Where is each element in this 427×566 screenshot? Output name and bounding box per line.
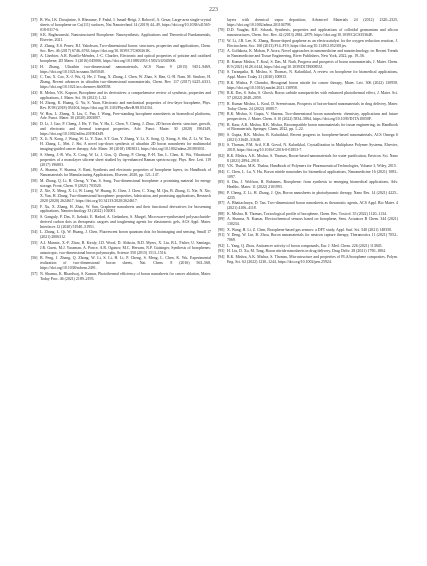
reference-number: [91] (218, 233, 225, 238)
reference-entry (218, 39, 398, 49)
reference-text: S.K. Raghuvanshi, Nanostructured Borophene: Nanosynthesis, Applications and Theoretical Fundamentals, Elsevier, 2021. (40, 33, 211, 43)
reference-entry (218, 28, 398, 38)
reference-number: [74] (218, 70, 225, 75)
reference-text: W. Li, J.R. Lee, K. Zhang, Boron-doped graphene as an electrocatalyst for the oxygen reduction reaction, J. Electrochem. Soc. 160 (2013) F14–F19, https://doi.org/10.1149/2.052301jes. (227, 38, 398, 48)
reference-text: D. Li, J. Gao, P. Cheng, J. He, Y. Yin, Y. Hu, L. Chen, Y. Cheng, J. Zhao, 2D boron sheets: structure, growth, and electronic and thermal transport properties, Adv. Funct. Mater. 30 (2020) 1904349, https://doi.org/10.1002/adfm.201904349. (40, 121, 211, 136)
reference-number: [79] (218, 122, 225, 127)
reference-text: S. Sheng, J.-B. Wu, X. Cong, W. Li, J. Gou, Q. Zhong, P. Cheng, P.-H. Tan, L. Chen, K. Wu, Vibrational properties of a monolayer silicene sheet studied by tip-enhanced Raman spectroscopy, Phys. Rev. Lett. 119 (2017) 196803. (40, 152, 211, 167)
reference-text: B. Feng, J. Zhang, Q. Zhong, W. Li, S. Li, H. Li, P. Cheng, S. Meng, L. Chen, K. Wu, Experimental realization of two-dimensional boron sheets, Nat. Chem. 8 (2016) 563–568, https://doi.org/10.1038/nchem.2491. (40, 256, 211, 271)
reference-text: P. Cheng, Z. Li, H. Zhang, J. Qin, Boron nanosheets in photodynamic therapy, Nano Res. 14 (2021) 4225–4235. (227, 190, 398, 200)
reference-text: Y. Deng, W. Lin, B. Zhou, Boron nanomaterials for neutron capture therapy, Theranostics 11 (2021) 7052–7069. (227, 233, 398, 243)
reference-entry (218, 91, 398, 101)
reference-text: N. Sharma, K. Bhardwaj, S. Kumar, Photothermal efficiency of boron nanosheets for cancer ablation, Mater. Today Proc. 46 (2021) 2189–2195. (40, 271, 211, 281)
reference-text: W. Hou, L. Zhang, X. Liu, C. Pan, J. Wang, Free-standing borophene nanosheets as biomedical platforms, Adv. Funct. Mater. 30 (2020) 2003007. (40, 111, 211, 121)
reference-text: B. Wu, I.K. Droujinine, S. Rheaume, F. Fadul, I. Ismail-Beigi, J. Bobovič, A. Gesar, Large-area single-crystal sheets of borophene on Cu(111) surfaces, Nat Nanotechnol 14 (2019) 44–49, https://doi.org/10.1038/s41565-018-0317-6. (40, 18, 211, 32)
reference-entry (31, 33, 211, 43)
reference-text: A. Gollakota, K. Mohan, P. Arora, Novel approaches in nanomedicine and nanotechnology, in: Recent Trends in Nanomedicine and Tissue Engineering, River Publishers, New York, 2022, pp. 19–56. (227, 49, 398, 59)
reference-number: [37] (31, 18, 38, 22)
reference-text: A. Bhattacharya, D. Tan, Two-dimensional boron nanosheets as theranostic agents, ACS Appl. Bio Mater. 4 (2021) 4106–4118. (227, 201, 398, 211)
reference-number: [87] (218, 201, 225, 206)
reference-number: [41] (31, 64, 38, 69)
reference-number: [39] (31, 43, 38, 48)
reference-text: H. Liu, D. Xu, M. Tang, Boron nitride nanosheets in drug delivery, Drug Deliv. 28 (2021) 1790–1804. (227, 249, 386, 254)
reference-text: S. Thomas, P.M. Arif, E.B. Gowd, N. Kalarikkal, Crystallization in Multiphase Polymer Systems, Elsevier, 2018, https://doi.org/10.1016/C2016-0-01853-7. (227, 143, 398, 153)
reference-entry (218, 133, 398, 143)
reference-entry (218, 201, 398, 211)
reference-number: [86] (218, 190, 225, 195)
reference-entry (31, 272, 211, 282)
reference-entry (31, 75, 211, 90)
reference-entry (218, 112, 398, 122)
reference-text: layers with chemical vapor deposition, Advanced Materials 24 (2012) 2320–2325, https://doi.org/10.1002/adma.201104798. (227, 18, 398, 27)
reference-number: [83] (218, 164, 225, 169)
reference-entry (218, 228, 398, 233)
reference-number: [47] (31, 137, 38, 142)
reference-entry (218, 249, 398, 254)
reference-entry (218, 154, 398, 164)
reference-number: [94] (218, 254, 225, 259)
reference-entry (31, 91, 211, 101)
reference-text: V.K. Thakur, M.K. Thakur, Handbook of Polymers for Pharmaceutical Technologies, Volume 3, Wiley, 2015. (227, 164, 397, 169)
reference-text: Z. Xie, X. Meng, X. Li, W. Liang, W. Huang, K. Chen, J. Chen, C. Xing, M. Qiu, B. Zhang, G. Nie, N. Xie, X. Yan, H. Zhang, Two-dimensional borophene: properties, fabrication, and promising applications, Research 2020 (2020) 2624617, https://doi.org/10.34133/2020/2624617. (40, 189, 211, 204)
reference-entry (31, 18, 211, 33)
reference-number: [84] (218, 169, 225, 174)
reference-text: C. Tan, X. Cao, X.-J. Wu, Q. He, J. Yang, X. Zhang, J. Chen, W. Zhao, S. Han, G.-H. Nam, M. Sindoro, H. Zhang, Recent advances in ultrathin two-dimensional nanomaterials, Chem. Rev. 117 (2017) 6225–6331, https://doi.org/10.1021/acs.chemrev.6b00558. (40, 75, 211, 90)
page-number: 223 (209, 7, 218, 13)
reference-text: R. Kaur, A.K. Mishra, R.K. Mishra, Biocompatible boron nanomaterials for tissue engineering, in: Handbook of Biomaterials, Springer, Cham, 2022, pp. 1–22. (227, 122, 398, 132)
reference-number: [89] (218, 217, 225, 222)
reference-text: A. Lherbier, A.R. Botello-Méndez, J.-C. Charlier, Electronic and optical properties of pristine and oxidized borophene, 2D Mater. 3 (2016) 045006, https://doi.org/10.1088/2053-1583/3/4/045006. (40, 54, 211, 64)
reference-number: [54] (31, 230, 38, 235)
reference-number: [76] (218, 91, 225, 96)
reference-text: A. Sharma, V. Sharma, S. Rani, Synthesis and electronic properties of borophene layers, in: Handbook of Nanomaterials for Manufacturing Applications, Elsevier, 2020, pp. 121–147. (40, 168, 211, 178)
reference-entry (218, 81, 398, 91)
reference-entry (218, 102, 398, 112)
reference-text: F. Xu, X. Zhang, H. Zhao, W. Sun, Graphene nanosheets and their functional derivatives for biosensing applications, Nanotechnology 33 (2022) 102001. (40, 204, 211, 214)
reference-entry (31, 241, 211, 256)
reference-number: [46] (31, 121, 38, 126)
reference-number: [50] (31, 178, 38, 183)
reference-number: [77] (218, 101, 225, 106)
reference-text: A. Sharma, N. Kumar, Electrochemical sensors based on borophene, Sens. Actuators B Chem. 344 (2021) 130234. (227, 217, 398, 227)
reference-text: R. Mehra, V.K. Kapoor, Borophene and its derivatives: a comprehensive review of synthesis, properties and applications, J. Mater. Sci. 56 (2021) 1–32. (40, 90, 211, 100)
reference-text: L. Yang, Q. Zhou, Anticancer activity of boron compounds, Eur. J. Med. Chem. 226 (2021) 113845. (227, 243, 383, 248)
reference-text: Z. Zhang, E.S. Penev, B.I. Yakobson, Two-dimensional boron: structures, properties and applications, Chem. Soc. Rev. 46 (2017) 6746–6763, https://doi.org/10.1039/C7CS00261K. (40, 43, 211, 53)
reference-number: [78] (218, 112, 225, 117)
reference-text: K. Mishra, R. Thomas, Toxicological profile of borophene, Chem. Res. Toxicol. 35 (2022) 1120–1134. (227, 211, 387, 216)
reference-number: [57] (31, 271, 38, 276)
reference-entry (31, 205, 211, 215)
reference-number: [90] (218, 227, 225, 232)
reference-number: [82] (218, 153, 225, 158)
references-left-column (31, 18, 211, 282)
reference-number: [51] (31, 189, 38, 194)
reference-text: R. Kumar Mishra, L. Koul, D. Sreenivasan, Prospects of boron-based nanomaterials in drug delivery, Mater. Today Chem. 24 (2022) 100817. (227, 101, 398, 111)
reference-entry (218, 180, 398, 190)
reference-text: M. Zhang, Q. Li, B. Cheng, Y. Yan, S. Song, Two-dimensional borophene: a promising material for energy storage, Front. Chem. 9 (2021) 703520. (40, 178, 211, 188)
reference-entry (218, 70, 398, 80)
references-right-column (218, 18, 398, 265)
reference-number: [92] (218, 243, 225, 248)
reference-entry (31, 179, 211, 189)
reference-number: [38] (31, 33, 38, 38)
reference-text: R. Kumar Mishra, T. Koul, S. Das, M. Nath, Progress and prospects of boron nanomaterials, J. Mater. Chem. B 9 (2021) 6128–6144, https://doi.org/10.1039/D1TB00853J. (227, 59, 398, 69)
reference-text: C. Chen, L. Lu, Y. Hu, Boron nitride nanotubes for biomedical applications, Nanomedicine 16 (2021) 1083–1097. (227, 169, 398, 179)
reference-entry (31, 137, 211, 152)
reference-entry (218, 60, 398, 70)
reference-entry (31, 256, 211, 271)
reference-number: [49] (31, 168, 38, 173)
reference-entry (218, 49, 398, 59)
reference-number: [55] (31, 240, 38, 245)
reference-text: S. Ganguly, P. Das, E. Itzhaki, E. Hadad, A. Gedanken, S. Margel, Microwave-synthesized polysaccharide-derived carbon dots as therapeutic cargoes and toughening agents for elastomeric gels, ACS Appl. Mater. Interfaces 12 (2020) 51940–51951. (40, 214, 211, 229)
reference-number: [93] (218, 249, 225, 254)
reference-text: S. Taranpalia, R. Mishra, S. Thomas, N. Kalarikkal, A review on borophene for biomedical applications, Appl. Mater. Today 21 (2020) 100815. (227, 70, 398, 80)
reference-text: A.J. Mannix, X.-F. Zhou, B. Kiraly, J.D. Wood, D. Alducin, B.D. Myers, X. Liu, B.L. Fisher, U. Santiago, J.R. Guest, M.J. Yacaman, A. Ponce, A.R. Oganov, M.C. Hersam, N.P. Guisinger, Synthesis of borophenes: anisotropic, two-dimensional boron polymorphs, Science 350 (2015) 1513–1516. (40, 240, 211, 255)
reference-number: [70] (218, 28, 225, 33)
reference-entry (31, 168, 211, 178)
reference-text: H. Zhong, K. Huang, G. Yu, S. Yuan, Electronic and mechanical properties of few-layer borophene, Phys. Rev. B 98 (2018) 054104, https://doi.org/10.1103/PhysRevB.98.054104. (40, 101, 211, 111)
reference-number: [73] (218, 59, 225, 64)
reference-number: [71] (218, 38, 225, 43)
reference-entry (218, 212, 398, 217)
reference-number: [40] (31, 54, 38, 59)
reference-entry (218, 233, 398, 243)
reference-number: [43] (31, 90, 38, 95)
reference-entry (218, 164, 398, 169)
reference-number: [42] (31, 75, 38, 80)
reference-entry (31, 112, 211, 122)
reference-entry (218, 18, 398, 28)
reference-number: [44] (31, 101, 38, 106)
reference-entry (218, 123, 398, 133)
reference-number: [45] (31, 111, 38, 116)
reference-text: X. Wang, H. Li, Z. Chen, Borophene-based gas sensors: a DFT study, Appl. Surf. Sci. 540 (2021) 148350. (227, 227, 393, 232)
reference-text: S. Gupta, R.K. Mishra, B. Kalarikkal, Recent progress in borophene-based nanomaterials, ACS Omega 6 (2021) 31640–31648. (227, 132, 398, 142)
reference-number: [72] (218, 49, 225, 54)
reference-number: [75] (218, 80, 225, 85)
reference-text: D.D. Vaughn, R.E. Schaak, Synthesis, properties and applications of colloidal germanium and silicon nanostructures, Chem. Soc. Rev. 42 (2013) 2861–2879, https://doi.org/10.1039/C2CS35364E. (227, 28, 398, 38)
reference-entry (31, 101, 211, 111)
reference-text: R.K. Mishra, P. Chandra, Hexagonal boron nitride for cancer therapy, Mater. Lett. 306 (2022) 130958, https://doi.org/10.1016/j.matlet.2021.130958. (227, 80, 398, 90)
reference-entry (31, 54, 211, 64)
reference-entry (218, 191, 398, 201)
reference-entry (31, 122, 211, 137)
reference-number: [53] (31, 214, 38, 219)
reference-entry (31, 65, 211, 75)
reference-entry (218, 217, 398, 227)
reference-number: [48] (31, 152, 38, 157)
reference-entry (218, 170, 398, 180)
reference-number: [88] (218, 211, 225, 216)
reference-entry (31, 153, 211, 168)
reference-entry (31, 215, 211, 230)
reference-number: [52] (31, 204, 38, 209)
reference-number: [80] (218, 132, 225, 137)
reference-text: S. Das, J. Wolfson, R. Rubianes, Borophene: from synthesis to emerging biomedical applications, Adv. Healthc. Mater. 11 (2022) 2101993. (227, 180, 398, 190)
reference-text: R.K. Mishra, S. Gupta, V. Sharma, Two-dimensional boron nanosheets: chemistry, applications and future perspectives, J. Mater. Chem. A 10 (2022) 5834–5864, https://doi.org/10.1039/D1TA10050F. (227, 112, 398, 122)
reference-number: [81] (218, 143, 225, 148)
reference-entry (31, 44, 211, 54)
reference-entry (218, 255, 398, 265)
reference-text: H. Zhang, Ultrathin two-dimensional nanomaterials, ACS Nano 9 (2015) 9451–9469, https://doi.org/10.1021/acsnano.5b05040. (40, 64, 211, 74)
reference-text: X. Ji, N. Kong, J. Wang, W. Li, Y. Xiao, S.T. Gan, Y. Zhang, Y. Li, X. Song, Q. Xiong, S. Shi, Z. Li, W. Tao, H. Zhang, L. Mei, J. Shi, A novel top-down synthesis of ultrathin 2D boron nanosheets for multimodal imaging-guided cancer therapy, Adv. Mater. 30 (2018) 1803031, https://doi.org/10.1002/adma.201803031. (40, 137, 211, 152)
reference-entry (31, 189, 211, 204)
reference-text: L. Zhang, L. Qi, W. Huang, J. Chen, Fluorescent boron quantum dots for bioimaging and sensing, Small 17 (2021) 2006312. (40, 230, 211, 240)
reference-number: [85] (218, 180, 225, 185)
reference-number: [56] (31, 256, 38, 261)
reference-text: R.K. Mishra, A.K. Mishra, S. Thomas, Boron-based nanomaterials for water purification, Environ. Sci. Nano 8 (2021) 2894–2910. (227, 153, 398, 163)
reference-entry (218, 244, 398, 249)
reference-entry (31, 230, 211, 240)
reference-text: R.K. Das, S. Sahu, S. Ghosh, Boron carbide nanoparticles with enhanced photothermal effect, J. Mater. Sci. 57 (2022) 2048–2059. (227, 91, 398, 101)
reference-entry (218, 143, 398, 153)
reference-text: R.K. Mishra, A.K. Mishra, S. Thomas, Microstructure and properties of PLA/borophene composites, Polym. Eng. Sci. 62 (2022) 1230–1244, https://doi.org/10.1002/pen.25924. (227, 254, 398, 264)
